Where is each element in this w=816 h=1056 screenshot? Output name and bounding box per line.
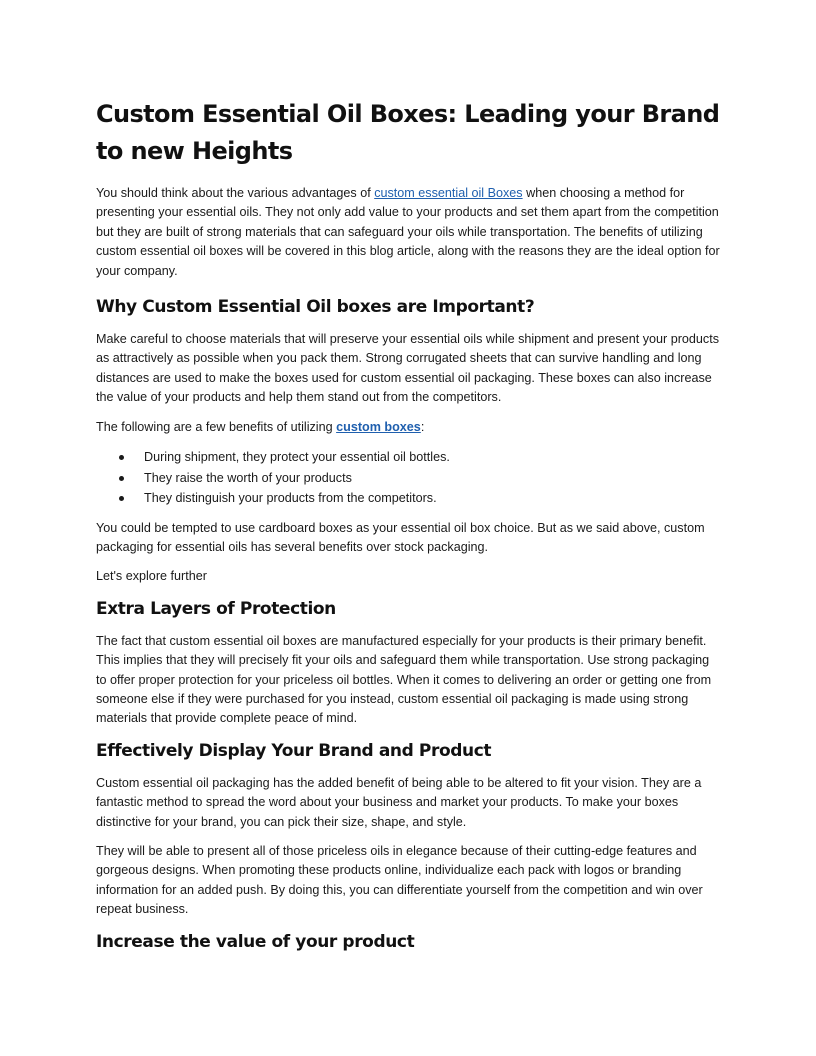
list-item (96, 468, 720, 489)
intro-text-after: when choosing a method for presenting your essential oils. They not only add value to your products and set them apart from the competition but they are built of strong materials that can safeguard your oils while transportation. The benefits of utilizing custom essential oil boxes will be covered in this blog article, along with the reasons they are the ideal option for your company. (96, 186, 720, 278)
why-paragraph-3: Let's explore further (96, 569, 207, 584)
benefits-intro (96, 418, 720, 437)
heading-why-important: Why Custom Essential Oil boxes are Important? (96, 297, 535, 318)
list-item-text: They distinguish your products from the competitors. (144, 491, 437, 506)
why-paragraph-2: You could be tempted to use cardboard boxes as your essential oil box choice. But as we said above, custom packaging for essential oils has several benefits over stock packaging. (96, 520, 705, 554)
bullet-icon (119, 496, 124, 501)
page-title: Custom Essential Oil Boxes: Leading your Brand to new Heights (96, 100, 720, 165)
intro-text-before: You should think about the various advantages of (96, 186, 375, 200)
list-item-text: They raise the worth of your products (144, 470, 352, 485)
document-page (96, 96, 720, 965)
benefits-list (96, 447, 720, 509)
heading-increase-value: Increase the value of your product (96, 931, 415, 952)
list-item (96, 488, 720, 509)
bullet-icon (119, 476, 124, 481)
list-item (96, 447, 720, 468)
heading-extra-protection: Extra Layers of Protection (96, 598, 336, 619)
benefits-intro-after: : (420, 419, 425, 434)
why-paragraph-1: Make careful to choose materials that will preserve your essential oils while shipment and present your products as attractively as possible when you pack them. Strong corrugated sheets that can survive handling and long distances are used to make the boxes used for custom essential oil packaging. These boxes can also increase the value of your products and help them stand out from the competitors. (96, 332, 719, 405)
display-paragraph-2: They will be able to present all of those priceless oils in elegance because of their cutting-edge features and gorgeous designs. When promoting these products online, individualize each pack with logos or branding information for an added push. By doing this, you can differentiate yourself from the competition and win over repeat business. (96, 844, 703, 917)
custom-essential-oil-boxes-link[interactable]: custom essential oil Boxes (374, 186, 523, 200)
protection-paragraph: The fact that custom essential oil boxes are manufactured especially for your products is their primary benefit. This implies that they will precisely fit your oils and safeguard them while transportation. Use strong packaging to offer proper protection for your priceless oil bottles. When it comes to delivering an order or getting one from someone else if they were purchased for you instead, custom essential oil packaging is made using strong materials that provide complete peace of mind. (96, 633, 712, 726)
benefits-intro-before: The following are a few benefits of utilizing (96, 419, 337, 434)
display-paragraph-1: Custom essential oil packaging has the added benefit of being able to be altered to fit your vision. They are a fantastic method to spread the word about your business and market your products. To make your boxes distinctive for your brand, you can pick their size, shape, and style. (96, 775, 702, 829)
heading-display-brand: Effectively Display Your Brand and Product (96, 740, 492, 761)
intro-paragraph (96, 184, 720, 281)
custom-boxes-link[interactable]: custom boxes (336, 419, 421, 434)
bullet-icon (119, 455, 124, 460)
list-item-text: During shipment, they protect your essential oil bottles. (144, 450, 450, 465)
